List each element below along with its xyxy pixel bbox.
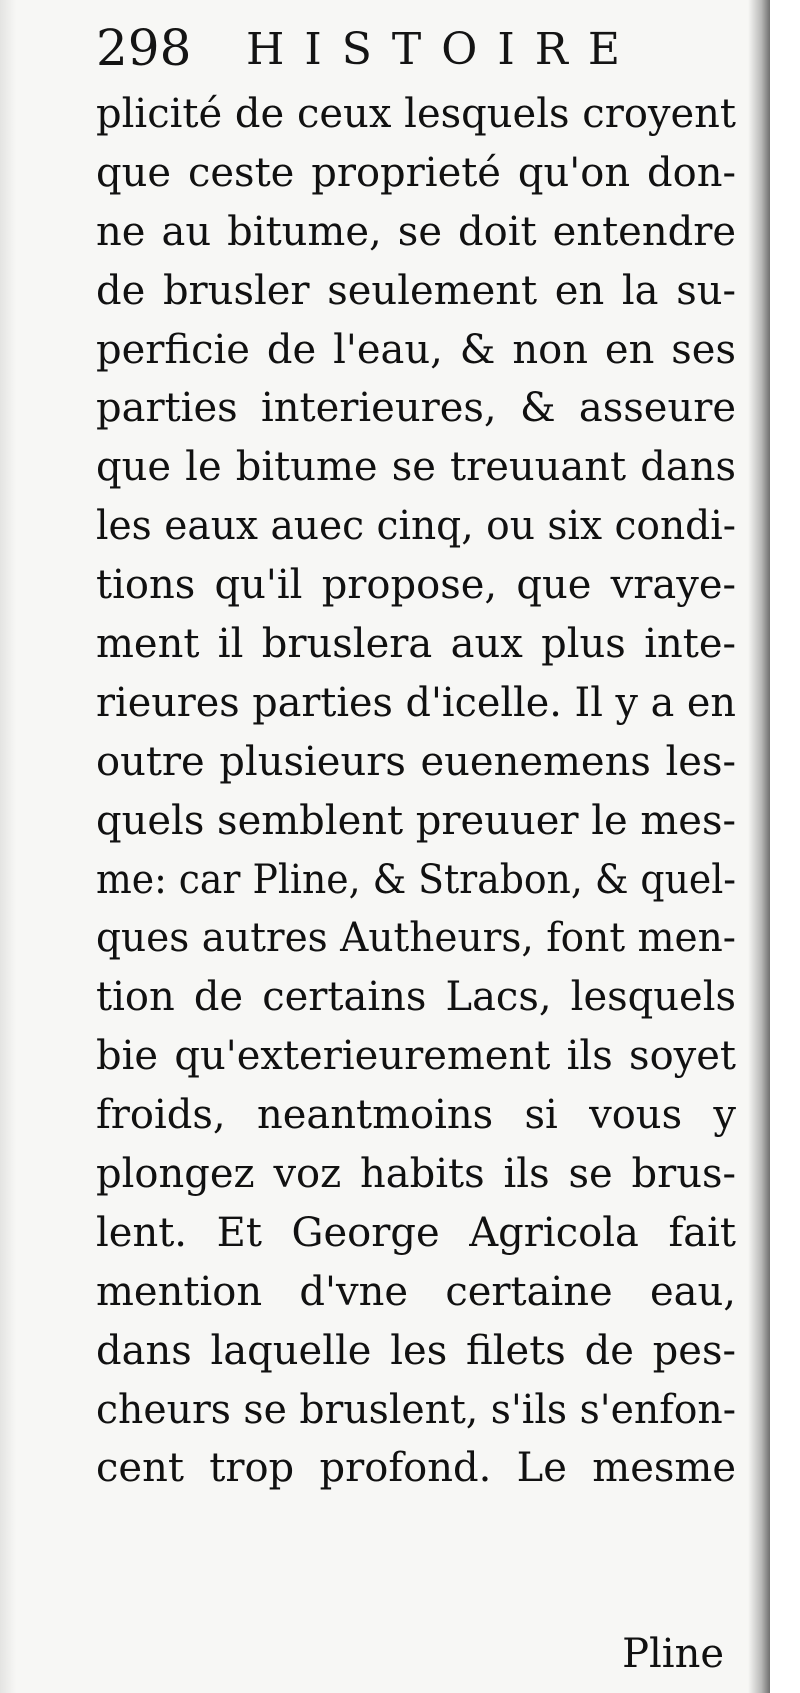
- text-line: dans laquelle les filets de pes-: [96, 1327, 736, 1374]
- text-line: de brusler seulement en la su-: [96, 267, 736, 314]
- catchword: Pline: [622, 1631, 724, 1677]
- body-text: [96, 85, 736, 1498]
- text-line: outre plusieurs euenemens les-: [96, 738, 736, 785]
- text-line: ne au bitume, se doit entendre: [96, 208, 737, 255]
- text-line: me: car Pline, & Strabon, & quel-: [96, 856, 737, 903]
- page-header: [96, 18, 716, 78]
- text-line: lent. Et George Agricola fait: [96, 1209, 736, 1256]
- text-line: ment il bruslera aux plus inte-: [96, 621, 737, 668]
- page-number: 298: [96, 19, 192, 77]
- text-line: perficie de l'eau, & non en ses: [96, 326, 736, 373]
- text-line: mention d'vne certaine eau,: [96, 1268, 736, 1315]
- text-line: plongez voz habits ils se brus-: [96, 1151, 737, 1198]
- text-line: que le bitume se treuuant dans: [96, 444, 736, 491]
- text-line: tion de certains Lacs, lesquels: [96, 974, 737, 1021]
- page-edge-shadow: [0, 0, 16, 1693]
- text-line: cheurs se bruslent, s'ils s'enfon-: [96, 1386, 737, 1433]
- gutter-shadow: [748, 0, 770, 1693]
- running-head: HISTOIRE: [246, 24, 640, 75]
- text-line: tions qu'il propose, que vraye-: [96, 562, 737, 609]
- text-line: bie qu'exterieurement ils soyet: [96, 1033, 736, 1080]
- text-line: cent trop profond. Le mesme: [96, 1445, 736, 1492]
- scan-background: [770, 0, 800, 1693]
- text-line: les eaux auec cinq, ou six condi-: [96, 503, 736, 550]
- text-line: quels semblent preuuer le mes-: [96, 797, 737, 844]
- text-line: rieures parties d'icelle. Il y a en: [96, 679, 737, 726]
- text-line: que ceste proprieté qu'on don-: [96, 149, 737, 196]
- text-line: plicité de ceux lesquels croyent: [96, 91, 737, 137]
- text-line: froids, neantmoins si vous y: [96, 1092, 737, 1139]
- text-line: parties interieures, & asseure: [96, 385, 737, 432]
- text-line: ques autres Autheurs, font men-: [96, 915, 736, 962]
